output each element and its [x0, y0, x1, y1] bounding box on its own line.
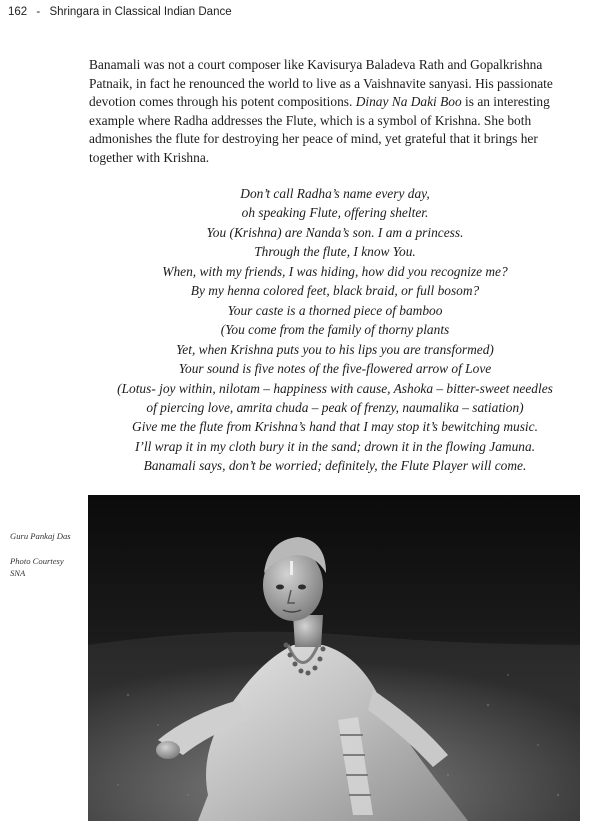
- book-title: Shringara in Classical Indian Dance: [49, 6, 232, 18]
- page-number: 162: [8, 6, 28, 18]
- poem-line: Don’t call Radha’s name every day,: [240, 186, 430, 201]
- poem-line: (Lotus- joy within, nilotam – happiness with cause, Ashoka – bitter-sweet needles: [117, 380, 553, 396]
- poem-line: By my henna colored feet, black braid, or full bosom?: [190, 283, 480, 299]
- poem-line: of piercing love, amrita chuda – peak of frenzy, naumalika – satiation): [146, 399, 524, 415]
- caption-credit-line: Photo Courtesy: [10, 556, 64, 566]
- photo-caption-subject: [10, 531, 84, 543]
- poem-line: Your sound is five notes of the five-flowered arrow of Love: [178, 361, 492, 377]
- dancer-photograph: [88, 495, 580, 821]
- poem-line: Banamali says, don’t be worried; definitely, the Flute Player will come.: [143, 458, 527, 474]
- poem-line: (You come from the family of thorny plants: [220, 322, 450, 338]
- poem-line: I’ll wrap it in my cloth bury it in the sand; drown it in the flowing Jamuna.: [134, 438, 536, 454]
- paragraph-line: Banamali was not a court composer like Kavisurya Baladeva Rath and Gopalkrishna: [89, 57, 543, 72]
- paragraph-line: example where Radha addresses the Flute, which is a symbol of Krishna. She both: [89, 112, 532, 128]
- poem-line: When, with my friends, I was hiding, how did you recognize me?: [162, 263, 508, 279]
- poem: [89, 184, 581, 476]
- header-separator: -: [36, 6, 41, 18]
- running-head: [8, 6, 238, 18]
- poem-line: Your caste is a thorned piece of bamboo: [227, 302, 443, 318]
- poem-line: Give me the flute from Krishna’s hand that I may stop it’s bewitching music.: [132, 419, 538, 435]
- paragraph-line: admonishes the flute for destroying her peace of mind, yet grateful that it brings her: [89, 131, 538, 147]
- body-paragraph: [89, 56, 589, 168]
- caption-credit-line: SNA: [10, 567, 26, 578]
- poem-line: Through the flute, I know You.: [254, 244, 416, 260]
- dancer-photograph-icon: [88, 495, 580, 821]
- poem-line: oh speaking Flute, offering shelter.: [241, 205, 429, 221]
- paragraph-line: Patnaik, in fact he renounced the world to live as a Vaishnavite sanyasi. His passionate: [89, 75, 553, 91]
- paragraph-line: together with Krishna.: [89, 149, 210, 165]
- paragraph-text: is an interesting: [461, 94, 550, 110]
- poem-line: Yet, when Krishna puts you to his lips you are transformed): [176, 341, 494, 357]
- song-title: Dinay Na Daki Boo: [355, 94, 462, 110]
- paragraph-line: [89, 93, 589, 112]
- photo-caption-credit: [10, 556, 84, 579]
- poem-line: You (Krishna) are Nanda’s son. I am a princess.: [206, 224, 464, 240]
- paragraph-text: devotion comes through his potent compositions.: [89, 94, 353, 110]
- caption-subject: Guru Pankaj Das: [10, 531, 71, 541]
